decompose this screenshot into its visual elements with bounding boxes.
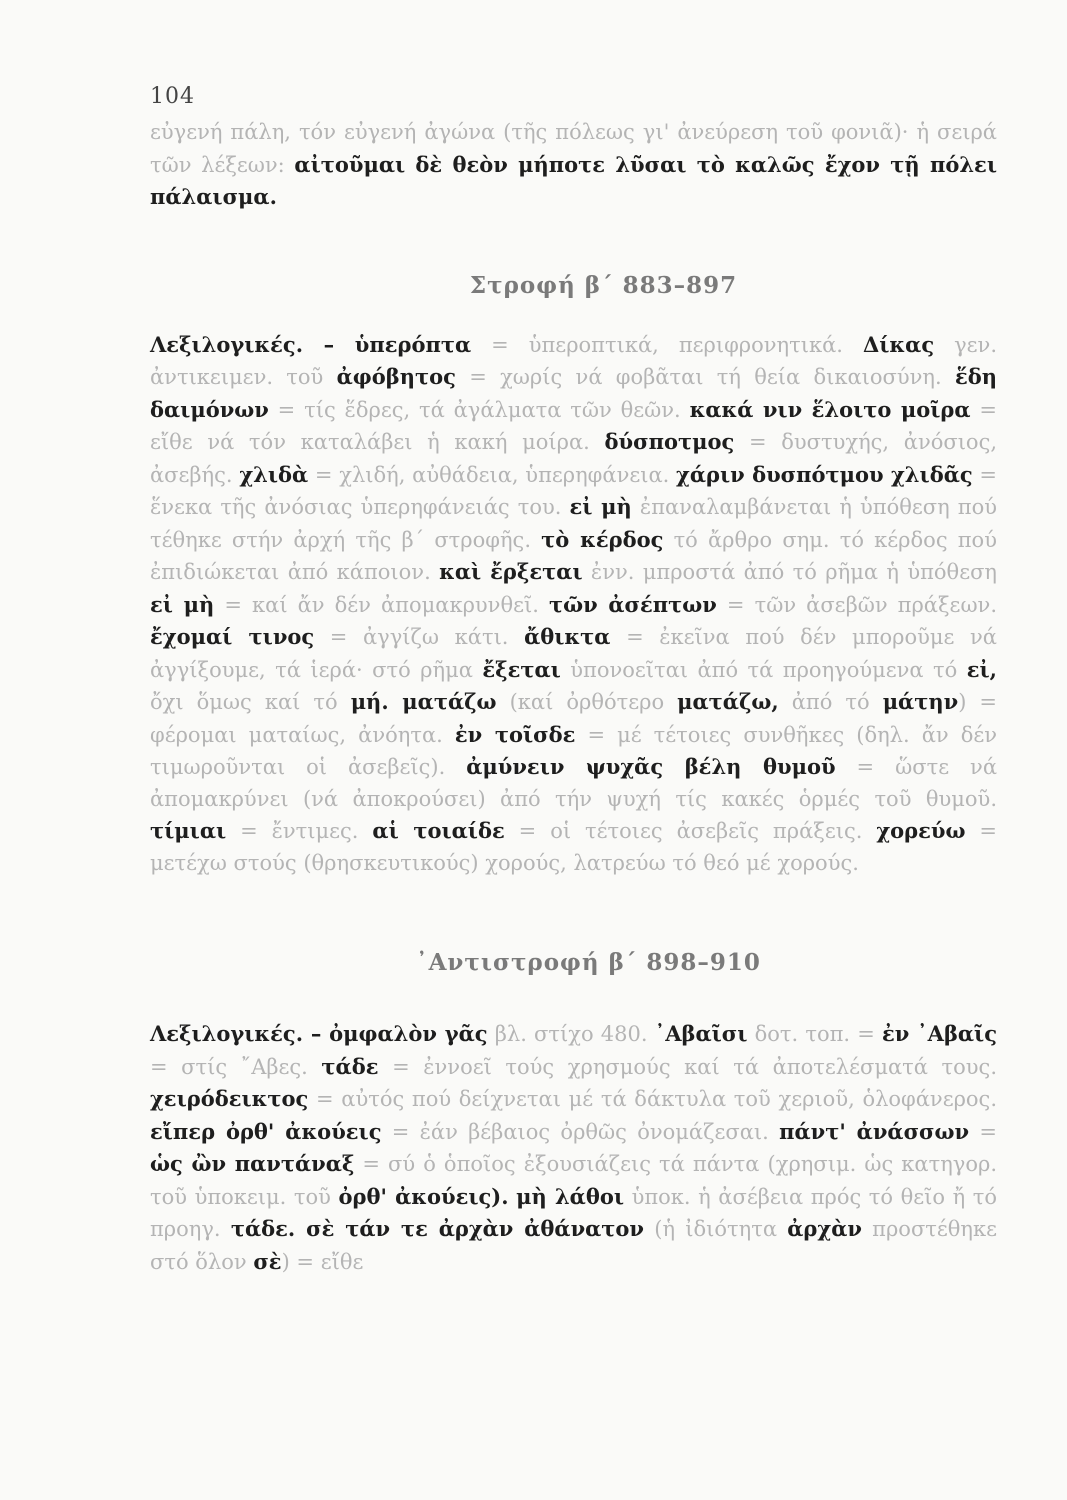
gloss-text: = ἐννοεῖ τούς χρησμούς καί τά ἀποτελέσματά τους.: [378, 1054, 997, 1079]
gloss-text: =: [969, 1119, 997, 1144]
bold-term: Λεξιλογικές. – ὀμφαλὸν γᾶς: [150, 1021, 488, 1046]
gloss-text: = δυστυχής, ἀνόσιος, ἀσεβής.: [150, 430, 998, 487]
bold-term: χλιδὰ: [239, 461, 309, 487]
gloss-text: = ἀγγίζω κάτι.: [314, 625, 525, 649]
gloss-text: = ἕνεκα τῆς ἀνόσιας ὑπερηφάνειάς του.: [150, 462, 997, 519]
bold-term: ἔξεται: [482, 656, 561, 682]
bold-term: ὀρθ' ἀκούεις).: [338, 1183, 509, 1209]
bold-term: ἐν τοῖσδε: [454, 721, 576, 747]
bold-term: ἄθικτα: [524, 624, 611, 649]
gloss-text: (καί ὀρθότερο: [496, 690, 678, 714]
bold-term: τάδε. σὲ τάν τε ἀρχὰν ἀθάνατον: [230, 1216, 645, 1241]
gloss-text: ἐπαναλαμβάνεται ἡ ὑπόθεση πού τέθηκε στήν ἀρχή τῆς β΄ στροφῆς.: [150, 495, 997, 552]
gloss-text: = εἴθε νά τόν καταλάβει ἡ κακή μοίρα.: [150, 397, 997, 454]
page-number: 104: [150, 84, 195, 109]
gloss-text: βλ. στίχο 480.: [487, 1022, 655, 1046]
bold-term: ἀρχὰν: [787, 1216, 862, 1241]
bold-term: ἐν ᾿Αβαῖς: [882, 1021, 998, 1046]
gloss-text: ὄχι ὅμως καί τό: [150, 690, 351, 714]
bold-term: τὸ κέρδος: [541, 526, 664, 552]
bold-term: καὶ ἔρξεται: [439, 559, 583, 584]
gloss-text: = μέ τέτοιες συνθῆκες (δηλ. ἄν δέν τιμωροῦνται οἱ ἀσεβεῖς).: [150, 722, 997, 779]
gloss-text: τό ἄρθρο σημ. τό κέρδος πού ἐπιδιώκεται ἀπό κάποιον.: [150, 527, 997, 584]
gloss-text: ) = φέρομαι ματαίως, ἀνόητα.: [150, 690, 998, 747]
bold-term: αἰτοῦμαι δὲ θεὸν μήποτε λῦσαι τὸ καλῶς ἔχον τῇ πόλει πάλαισμα.: [150, 151, 997, 209]
bold-term: εἴπερ ὀρθ' ἀκούεις: [150, 1118, 382, 1144]
bold-term: κακά νιν ἕλοιτο μοῖρα: [689, 396, 971, 422]
bold-term: ὡς ὢν παντάναξ: [150, 1151, 355, 1176]
strophe-glossary-paragraph: [150, 329, 997, 880]
bold-term: ἕδη δαιμόνων: [150, 364, 997, 422]
bold-term: εἰ μὴ: [150, 591, 215, 617]
gloss-text: = καί ἄν δέν ἀπομακρυνθεῖ.: [214, 592, 549, 617]
bold-term: ματάζω,: [677, 689, 779, 714]
intro-paragraph: [150, 117, 997, 214]
gloss-text: = σύ ὁ ὁποῖος ἐξουσιάζεις τά πάντα (χρησιμ. ὡς κατηγορ. τοῦ ὑποκειμ. τοῦ: [150, 1152, 998, 1209]
bold-term: μάτην: [882, 689, 959, 714]
antistrophe-glossary-paragraph: [150, 1018, 997, 1278]
gloss-text: = αὐτός πού δείχνεται μέ τά δάκτυλα τοῦ χεριοῦ, ὁλοφάνερος.: [308, 1087, 997, 1111]
gloss-text: = μετέχω στούς (θρησκευτικούς) χορούς, λατρεύω τό θεό μέ χορούς.: [150, 819, 997, 875]
gloss-text: = ὑπεροπτικά, περιφρονητικά.: [471, 332, 863, 357]
bold-term: χορεύω: [876, 818, 966, 843]
bold-term: εἰ μὴ: [569, 494, 632, 519]
gloss-text: γεν. ἀντικειμεν. τοῦ: [150, 332, 997, 389]
bold-term: τάδε: [321, 1053, 379, 1079]
gloss-text: = στίς ῎Αβες.: [150, 1054, 322, 1079]
bold-term: αἱ τοιαίδε: [372, 818, 505, 843]
bold-term: χειρόδεικτος: [150, 1086, 309, 1111]
gloss-text: = οἱ τέτοιες ἀσεβεῖς πράξεις.: [504, 819, 877, 843]
bold-term: μή. ματάζω: [350, 689, 497, 714]
bold-term: ἀμύνειν ψυχᾶς βέλη θυμοῦ: [466, 754, 836, 779]
gloss-text: = ἐκεῖνα πού δέν μποροῦμε νά ἀγγίξουμε, τά ἱερά· στό ρῆμα: [150, 625, 997, 682]
bold-term: Λεξιλογικές. – ὑπερόπτα: [150, 331, 472, 357]
bold-term: τῶν ἀσέπτων: [548, 591, 717, 617]
bold-term: χάριν δυσπότμου χλιδᾶς: [676, 461, 973, 487]
gloss-text: ὑπονοεῖται ἀπό τά προηγούμενα τό: [560, 657, 967, 682]
section-heading-antistrophe: ᾿Αντιστροφή β΄ 898–910: [416, 949, 761, 976]
gloss-text: = τῶν ἀσεβῶν πράξεων.: [716, 592, 998, 617]
bold-term: ἀφόβητος: [336, 364, 456, 389]
gloss-text: = χωρίς νά φοβᾶται τή θεία δικαιοσύνη.: [455, 365, 955, 389]
section-heading-strophe: Στροφή β΄ 883–897: [469, 271, 738, 299]
gloss-text: εὐγενή πάλη, τόν εὐγενή ἀγώνα (τῆς πόλεως γι' ἀνεύρεση τοῦ φονιᾶ)· ἡ σειρά τῶν λέξεων:: [150, 120, 997, 177]
gloss-text: ἐνν. μπροστά ἀπό τό ρῆμα ἡ ὑπόθεση: [582, 560, 997, 584]
gloss-text: = ἐάν βέβαιος ὀρθῶς ὀνομάζεσαι.: [381, 1119, 780, 1144]
gloss-text: δοτ. τοπ. =: [747, 1022, 883, 1046]
gloss-text: = χλιδή, αὐθάδεια, ὑπερηφάνεια.: [308, 462, 677, 487]
bold-term: τίμιαι: [150, 818, 227, 843]
gloss-text: προστέθηκε στό ὅλον: [150, 1217, 998, 1274]
bold-term: σὲ: [253, 1248, 282, 1274]
bold-term: ἔχομαί τινος: [150, 624, 315, 649]
bold-term: εἰ,: [966, 656, 997, 682]
gloss-text: ) = εἴθε: [281, 1249, 364, 1274]
bold-term: δύσποτμος: [604, 429, 735, 454]
gloss-text: ἀπό τό: [778, 690, 883, 714]
bold-term: ᾿Αβαῖσι: [654, 1021, 748, 1046]
bold-term: μὴ λάθοι: [516, 1183, 625, 1209]
gloss-text: [509, 1185, 517, 1209]
bold-term: Δίκας: [862, 331, 935, 357]
gloss-text: ὑποκ. ἡ ἀσέβεια πρός τό θεῖο ἤ τό προηγ.: [150, 1184, 997, 1241]
gloss-text: = ὥστε νά ἀπομακρύνει (νά ἀποκρούσει) ἀπό τήν ψυχή τίς κακές ὁρμές τοῦ θυμοῦ.: [150, 755, 997, 811]
gloss-text: = ἔντιμες.: [226, 819, 373, 843]
gloss-text: = τίς ἕδρες, τά ἀγάλματα τῶν θεῶν.: [268, 397, 690, 422]
gloss-text: (ἡ ἰδιότητα: [644, 1217, 788, 1241]
bold-term: πάντ' ἀνάσσων: [779, 1118, 970, 1144]
